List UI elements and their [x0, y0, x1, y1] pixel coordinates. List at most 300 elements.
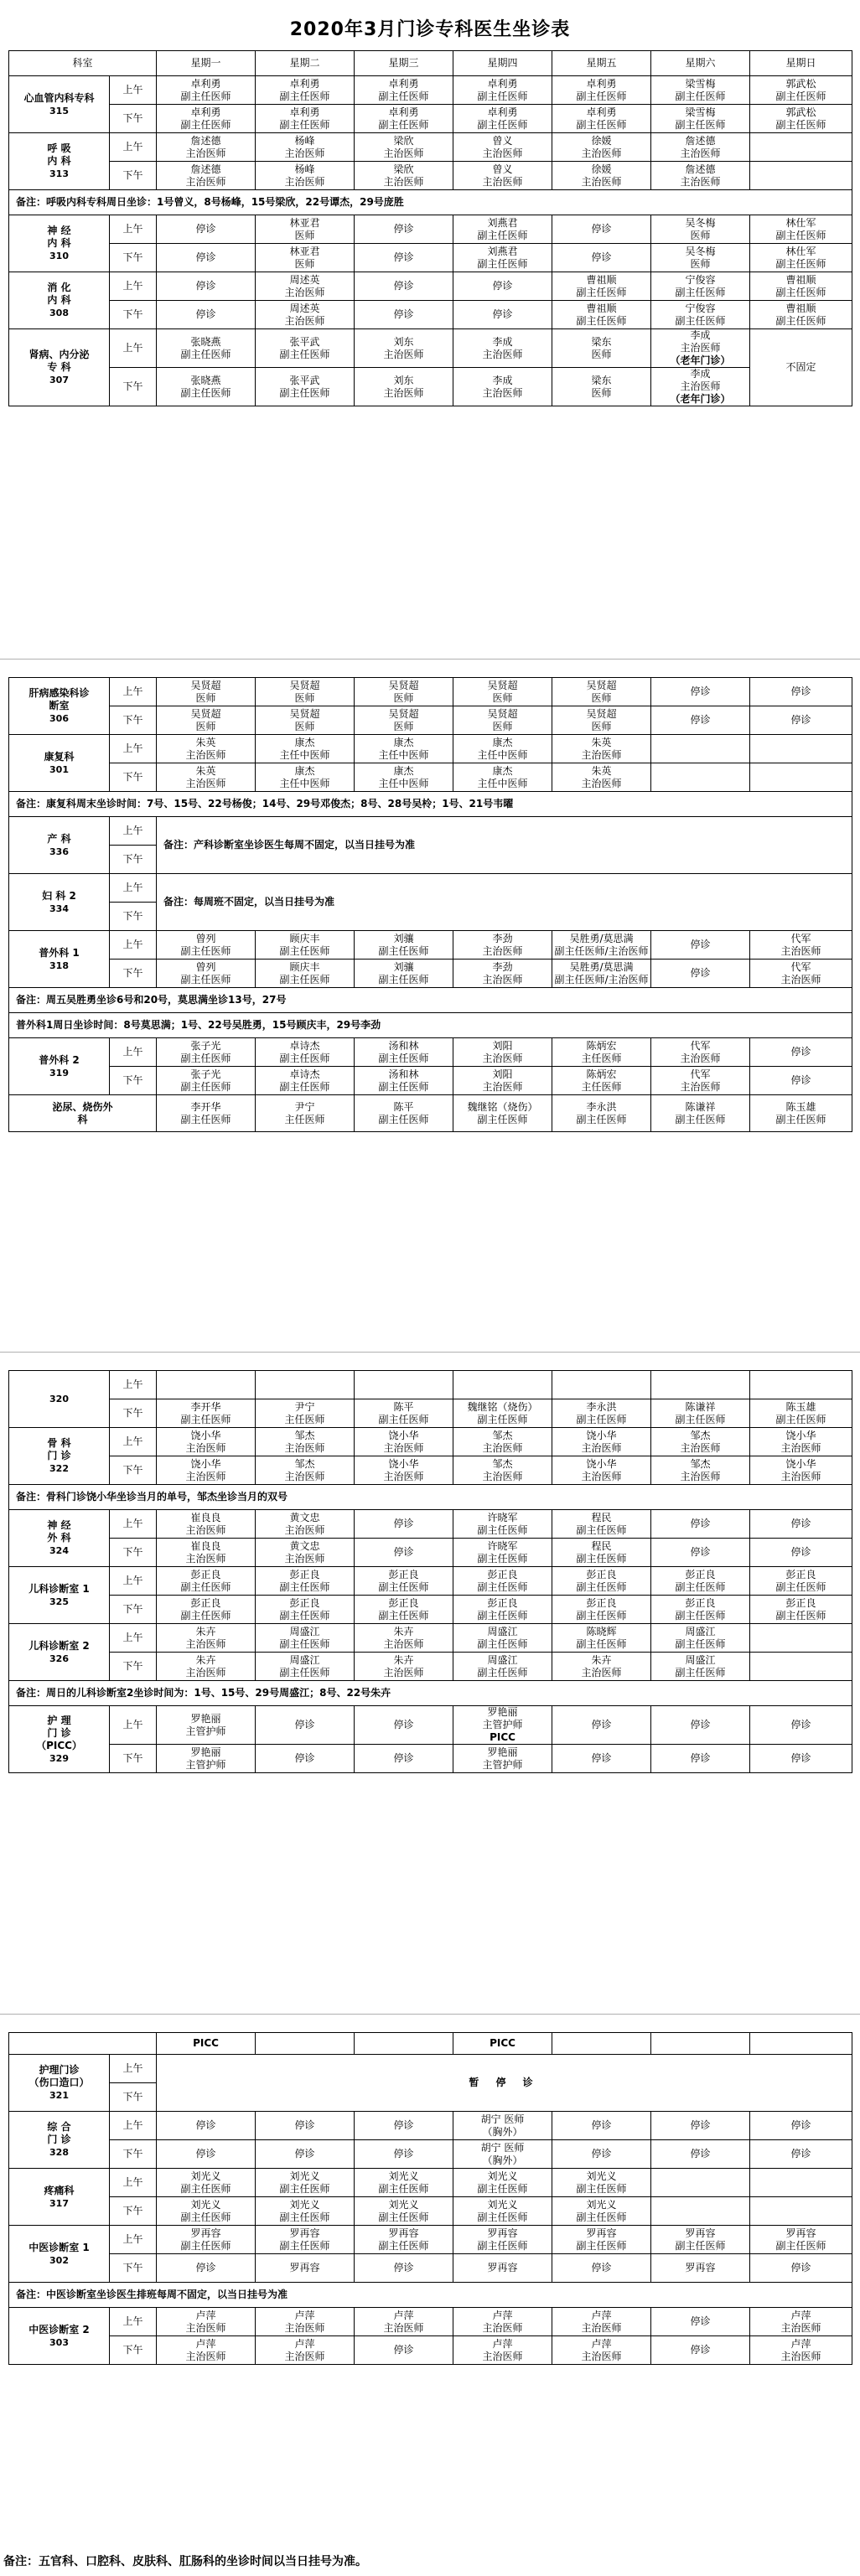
schedule-cell-am [750, 1038, 852, 1067]
pm-row [9, 706, 852, 735]
doctor-title: 副主任医师 [576, 1637, 627, 1650]
schedule-cell-am [552, 1371, 651, 1399]
am-row [9, 329, 852, 368]
doctor-name: 宁俊容 [685, 273, 716, 286]
note-text: 备注：中医诊断室坐诊医生排班每周不固定，以当日挂号为准 [9, 2283, 852, 2308]
doctor-name: 彭正良 [190, 1596, 221, 1609]
doctor-title: 副主任医师 [576, 1413, 627, 1425]
am-label: 上午 [110, 215, 157, 244]
doctor-name: PICC [490, 2037, 515, 2049]
schedule-cell-pm [157, 763, 256, 792]
doctor-name: 梁东 [591, 374, 612, 386]
doctor-name: 曹祖顺 [785, 302, 816, 314]
room-code: 321 [49, 2090, 69, 2101]
schedule-cell-pm [552, 2336, 651, 2365]
schedule-cell-am [157, 1428, 256, 1456]
schedule-cell-am [355, 1371, 453, 1399]
doctor-name: 吴冬梅 [685, 245, 716, 257]
schedule-cell [651, 1095, 750, 1132]
doctor-name: 卢萍 [591, 2309, 612, 2321]
department-name: 心血管内科专科 [23, 91, 95, 104]
am-row [9, 1428, 852, 1456]
schedule-cell-am [750, 2226, 852, 2254]
schedule-cell-am [157, 133, 256, 162]
doctor-name: 李成 [690, 368, 711, 380]
doctor-name: 停诊 [690, 939, 711, 950]
pm-label: 下午 [110, 244, 157, 272]
doctor-title: 副主任医师 [180, 944, 231, 957]
doctor-title: 副主任医师 [477, 2211, 528, 2223]
schedule-cell-pm [552, 2197, 651, 2226]
pm-label: 下午 [110, 706, 157, 735]
am-row [9, 272, 852, 301]
doctor-name: 吴贤超 [388, 707, 419, 720]
department-cell [9, 1510, 110, 1567]
doctor-name: 吴贤超 [487, 679, 518, 691]
doctor-name: 刘光义 [388, 2170, 419, 2182]
schedule-cell-pm [651, 301, 750, 329]
schedule-cell-pm [651, 2336, 750, 2365]
schedule-cell-pm [355, 368, 453, 406]
doctor-name: 吴贤超 [586, 679, 617, 691]
doctor-name: 刘光义 [190, 2170, 221, 2182]
schedule-cell-am [552, 215, 651, 244]
schedule-cell-am [256, 1624, 355, 1653]
room-code: 310 [49, 251, 69, 261]
schedule-cell-am [355, 1428, 453, 1456]
schedule-cell-am [256, 272, 355, 301]
schedule-cell-pm [157, 1539, 256, 1567]
schedule-cell-pm [750, 2254, 852, 2283]
pm-label: 下午 [110, 368, 157, 406]
doctor-name: 曾列 [195, 932, 216, 944]
doctor-title: 医师 [591, 691, 612, 704]
doctor-name: 刘光义 [289, 2198, 320, 2211]
schedule-cell-am [750, 2112, 852, 2140]
am-row [9, 1038, 852, 1067]
header-cell: 星期一 [157, 51, 256, 76]
doctor-title: 副主任医师 [180, 1080, 231, 1093]
schedule-cell-pm [750, 706, 852, 735]
doctor-name: 周盛江 [685, 1625, 716, 1637]
room-code: 320 [49, 1394, 69, 1404]
schedule-cell-pm [355, 2254, 453, 2283]
doctor-name: 彭正良 [586, 1596, 617, 1609]
doctor-name: 邹杰 [690, 1429, 711, 1441]
doctor-title: 医师 [393, 691, 414, 704]
doctor-name: 卢萍 [195, 2337, 216, 2350]
schedule-cell-am [750, 329, 852, 406]
doctor-name: 刘阳 [492, 1039, 513, 1052]
doctor-title: 副主任医师 [675, 1113, 726, 1125]
doctor-name: 詹述德 [685, 163, 716, 175]
doctor-title: （胸外） [482, 2125, 523, 2138]
doctor-title: 医师 [393, 720, 414, 732]
schedule-cell-am [552, 1706, 651, 1745]
department-name: 中医诊断室 1 [28, 2241, 90, 2253]
doctor-name: 卢萍 [294, 2337, 315, 2350]
schedule-cell-pm [651, 1596, 750, 1624]
schedule-cell-pm [552, 1653, 651, 1681]
doctor-title: 主治医师 [780, 2350, 821, 2362]
doctor-title: 副主任医师 [477, 118, 528, 131]
doctor-name: 曾列 [195, 960, 216, 973]
doctor-title: 主治医师 [284, 286, 325, 298]
department-cell [9, 2226, 110, 2283]
department-cell [9, 678, 110, 735]
single-row [9, 1095, 852, 1132]
doctor-title: PICC [490, 1731, 515, 1743]
doctor-name: 停诊 [690, 2148, 711, 2160]
header-cell: 星期四 [453, 51, 552, 76]
schedule-cell-am [651, 215, 750, 244]
doctor-title: 主治医师 [383, 1637, 424, 1650]
schedule-cell-pm [453, 706, 552, 735]
doctor-name: 宁俊容 [685, 302, 716, 314]
doctor-name: 顾庆丰 [289, 960, 320, 973]
schedule-cell-am [651, 678, 750, 706]
schedule-cell-am [355, 678, 453, 706]
schedule-cell-am [256, 2169, 355, 2197]
schedule-cell-pm [256, 960, 355, 988]
doctor-name: 停诊 [393, 308, 414, 320]
pm-row [9, 1539, 852, 1567]
schedule-cell-am [552, 76, 651, 105]
schedule-cell [651, 2033, 750, 2055]
schedule-cell-pm [651, 368, 750, 406]
schedule-cell-pm [256, 368, 355, 406]
schedule-cell-pm [453, 763, 552, 792]
schedule-cell-pm [157, 1596, 256, 1624]
am-row [9, 215, 852, 244]
doctor-title: 副主任医师 [675, 1609, 726, 1622]
room-code: 326 [49, 1653, 69, 1664]
doctor-name: 陈玉雄 [785, 1100, 816, 1113]
doctor-title: 主任医师 [581, 1080, 622, 1093]
header-cell: 星期二 [256, 51, 355, 76]
schedule-cell-am [256, 1706, 355, 1745]
schedule-cell-pm [453, 960, 552, 988]
doctor-name: 梁东 [591, 335, 612, 348]
schedule-cell-am [157, 735, 256, 763]
doctor-name: 饶小华 [785, 1429, 816, 1441]
schedule-cell-pm [355, 706, 453, 735]
doctor-title: 主治医师 [482, 348, 523, 360]
doctor-name: 崔良良 [190, 1539, 221, 1552]
doctor-title: 主治医师 [185, 777, 226, 789]
schedule-cell-am [355, 1510, 453, 1539]
schedule-table [8, 1370, 852, 1773]
doctor-name: 陈炳宏 [586, 1039, 617, 1052]
doctor-name: 梁欣 [393, 134, 414, 147]
am-label: 上午 [110, 2226, 157, 2254]
room-code: 318 [49, 960, 69, 971]
doctor-title: 主治医师 [185, 1552, 226, 1565]
schedule-cell [552, 1095, 651, 1132]
doctor-name: 梁欣 [393, 163, 414, 175]
schedule-cell-pm [552, 301, 651, 329]
doctor-name: 朱卉 [591, 1653, 612, 1666]
room-code: 303 [49, 2336, 69, 2348]
department-cell [9, 2169, 110, 2226]
doctor-name: 陈玉雄 [785, 1400, 816, 1413]
doctor-title: 主管护师 [482, 1719, 523, 1730]
schedule-cell-am [256, 2308, 355, 2336]
schedule-cell-pm [750, 301, 852, 329]
doctor-name: 刘燕君 [487, 245, 518, 257]
am-row [9, 1567, 852, 1596]
doctor-title: 副主任医师 [378, 973, 429, 985]
doctor-title: 主治医师 [581, 1470, 622, 1482]
am-label: 上午 [110, 678, 157, 706]
schedule-cell-am [453, 678, 552, 706]
schedule-cell-am [750, 1371, 852, 1399]
doctor-title: 副主任医师 [180, 1413, 231, 1425]
doctor-name: 停诊 [294, 1752, 315, 1764]
doctor-title: 主治医师 [383, 1470, 424, 1482]
doctor-name: 罗艳丽 [190, 1746, 221, 1758]
room-code: 324 [49, 1545, 69, 1556]
doctor-title: 主治医师 [185, 1441, 226, 1454]
schedule-cell-am [355, 133, 453, 162]
department-name: 骨 科 门 诊 [47, 1437, 71, 1461]
schedule-cell-am [453, 1038, 552, 1067]
doctor-name: 代军 [690, 1039, 711, 1052]
department-name: 泌尿、烧伤外 科 [9, 1095, 157, 1132]
schedule-cell-am [157, 329, 256, 368]
doctor-name: 停诊 [690, 2119, 711, 2131]
doctor-name: 黄文忠 [289, 1511, 320, 1523]
schedule-cell-pm [552, 763, 651, 792]
schedule-cell-pm [552, 162, 651, 190]
schedule-cell-am [651, 329, 750, 368]
doctor-name: 卓利勇 [388, 106, 419, 118]
schedule-cell-pm [750, 2140, 852, 2169]
doctor-title: 副主任医师 [576, 1552, 627, 1565]
doctor-name: 杨峰 [294, 134, 315, 147]
doctor-title: 副主任医师 [180, 386, 231, 399]
doctor-name: 汤和林 [388, 1039, 419, 1052]
schedule-cell-am [453, 931, 552, 960]
schedule-cell-am [552, 1624, 651, 1653]
doctor-name: 李永洪 [586, 1400, 617, 1413]
doctor-title: 主任中医师 [279, 748, 330, 761]
doctor-name: 不固定 [785, 361, 816, 373]
schedule-cell-pm [453, 1539, 552, 1567]
schedule-cell-pm [453, 1653, 552, 1681]
schedule-cell-pm [256, 2140, 355, 2169]
doctor-name: 吴胜勇/莫思满 [569, 932, 634, 944]
doctor-name: 周盛江 [289, 1653, 320, 1666]
room-code: 315 [49, 105, 69, 116]
doctor-name: 刘光义 [586, 2170, 617, 2182]
schedule-cell-pm [453, 2254, 552, 2283]
doctor-title: 主治医师 [581, 1441, 622, 1454]
doctor-title: （老年门诊） [670, 354, 731, 366]
schedule-cell-pm [552, 1399, 651, 1428]
doctor-name: 罗再容 [586, 2227, 617, 2239]
schedule-cell-pm [355, 1596, 453, 1624]
doctor-title: 副主任医师 [477, 2182, 528, 2195]
doctor-name: 李劲 [492, 960, 513, 973]
doctor-name: 吴贤超 [190, 679, 221, 691]
doctor-name: 卓利勇 [190, 106, 221, 118]
doctor-title: 主任医师 [284, 1113, 325, 1125]
doctor-name: 刘东 [393, 335, 414, 348]
doctor-title: 副主任医师 [477, 1666, 528, 1679]
doctor-name: 停诊 [790, 2148, 811, 2160]
doctor-title: 副主任医师 [576, 90, 627, 102]
doctor-title: 主治医师 [383, 175, 424, 188]
doctor-title: 副主任医师 [378, 1080, 429, 1093]
schedule-cell-am [157, 1624, 256, 1653]
header-cell: 星期六 [651, 51, 750, 76]
am-row [9, 817, 852, 846]
schedule-cell-pm [157, 2197, 256, 2226]
doctor-title: 主任中医师 [477, 777, 528, 789]
doctor-title: 副主任医师 [775, 229, 826, 241]
room-code: 336 [49, 846, 69, 857]
schedule-cell-pm [157, 1067, 256, 1095]
schedule-cell-pm [453, 162, 552, 190]
schedule-cell-pm [651, 1399, 750, 1428]
doctor-title: 副主任医师 [675, 1666, 726, 1679]
doctor-title: 副主任医师 [378, 1609, 429, 1622]
doctor-title: 副主任医师 [279, 944, 330, 957]
doctor-title: 主治医师 [780, 2321, 821, 2334]
room-code: 328 [49, 2147, 69, 2158]
note-text: 备注：周五吴胜勇坐诊6号和20号，莫思满坐诊13号，27号 [9, 988, 852, 1013]
schedule-cell-pm [355, 1456, 453, 1485]
schedule-cell-am [157, 1510, 256, 1539]
doctor-name: 刘光义 [289, 2170, 320, 2182]
doctor-title: 副主任医师 [477, 229, 528, 241]
doctor-name: 停诊 [790, 1719, 811, 1730]
schedule-cell [355, 2033, 453, 2055]
doctor-name: 卓诗杰 [289, 1039, 320, 1052]
doctor-name: 朱英 [591, 736, 612, 748]
doctor-name: 停诊 [690, 714, 711, 726]
doctor-name: 朱卉 [393, 1653, 414, 1666]
schedule-cell-am [750, 1567, 852, 1596]
doctor-title: 副主任医师 [576, 2182, 627, 2195]
schedule-cell-am [256, 76, 355, 105]
schedule-cell-am [750, 678, 852, 706]
doctor-title: 副主任医师 [675, 1413, 726, 1425]
schedule-cell-am [651, 1706, 750, 1745]
schedule-cell-pm [651, 1653, 750, 1681]
doctor-title: 副主任医师 [279, 2182, 330, 2195]
department-name: 护 理 门 诊 （PICC） [36, 1714, 82, 1751]
doctor-name: 朱卉 [393, 1625, 414, 1637]
doctor-name: 停诊 [492, 308, 513, 320]
pm-row [9, 1596, 852, 1624]
schedule-cell [157, 1095, 256, 1132]
doctor-title: 主治医师 [185, 1666, 226, 1679]
department-cell [9, 2112, 110, 2169]
schedule-cell-am [157, 2308, 256, 2336]
schedule-cell-am [750, 215, 852, 244]
doctor-name: 停诊 [393, 2344, 414, 2356]
schedule-cell-pm [750, 2336, 852, 2365]
doctor-title: 副主任医师 [775, 1113, 826, 1125]
doctor-title: 副主任医师 [775, 1413, 826, 1425]
doctor-title: 副主任医师 [378, 1113, 429, 1125]
doctor-name: 停诊 [790, 2119, 811, 2131]
pm-label: 下午 [110, 2336, 157, 2365]
doctor-name: 曹祖顺 [586, 273, 617, 286]
schedule-cell-pm [552, 706, 651, 735]
am-row [9, 1624, 852, 1653]
header-cell: 科室 [9, 51, 157, 76]
doctor-name: 邹杰 [294, 1429, 315, 1441]
schedule-cell-pm [355, 2197, 453, 2226]
doctor-name: 邹杰 [690, 1457, 711, 1470]
doctor-name: 李成 [492, 374, 513, 386]
schedule-cell-am [256, 2226, 355, 2254]
schedule-cell-am [157, 215, 256, 244]
pm-row [9, 1067, 852, 1095]
schedule-cell-pm [750, 1596, 852, 1624]
doctor-title: 副主任医师 [477, 1580, 528, 1593]
doctor-title: 副主任医师 [279, 1666, 330, 1679]
schedule-cell-pm [157, 1456, 256, 1485]
header-cell: 星期日 [750, 51, 852, 76]
department-name: 妇 科 2 [42, 889, 76, 902]
doctor-title: 副主任医师 [180, 1052, 231, 1064]
doctor-title: 副主任医师 [576, 1609, 627, 1622]
doctor-name: 张平武 [289, 374, 320, 386]
doctor-name: 饶小华 [388, 1429, 419, 1441]
schedule-cell-am [256, 1567, 355, 1596]
schedule-cell-am [256, 678, 355, 706]
doctor-name: 刘光义 [388, 2198, 419, 2211]
doctor-name: 饶小华 [586, 1457, 617, 1470]
schedule-cell-am [552, 2112, 651, 2140]
doctor-title: 医师 [690, 257, 711, 270]
doctor-name: 停诊 [393, 1719, 414, 1730]
schedule-cell [750, 2033, 852, 2055]
doctor-name: 彭正良 [388, 1568, 419, 1580]
pm-row [9, 244, 852, 272]
schedule-cell-am [750, 1706, 852, 1745]
doctor-name: 康杰 [393, 736, 414, 748]
schedule-cell-pm [552, 105, 651, 133]
schedule-cell-pm [256, 1539, 355, 1567]
schedule-cell-pm [552, 244, 651, 272]
schedule-cell-am [552, 1510, 651, 1539]
room-code: 301 [49, 763, 69, 775]
doctor-title: 主治医师 [581, 1666, 622, 1679]
doctor-name: 罗再容 [685, 2227, 716, 2239]
schedule-cell-pm [453, 244, 552, 272]
doctor-name: 张晓燕 [190, 335, 221, 348]
schedule-cell [750, 1095, 852, 1132]
schedule-cell-am [157, 2169, 256, 2197]
schedule-cell-pm [750, 763, 852, 792]
pm-row [9, 301, 852, 329]
schedule-cell-am [256, 1428, 355, 1456]
department-name: 儿科诊断室 2 [28, 1639, 90, 1652]
doctor-name: 停诊 [690, 1546, 711, 1558]
pm-label: 下午 [110, 2083, 157, 2112]
am-row [9, 1371, 852, 1399]
department-cell [9, 329, 110, 406]
schedule-cell-pm [256, 2254, 355, 2283]
doctor-name: 许晓军 [487, 1511, 518, 1523]
doctor-title: 主治医师 [284, 2350, 325, 2362]
doctor-name: 停诊 [591, 251, 612, 263]
